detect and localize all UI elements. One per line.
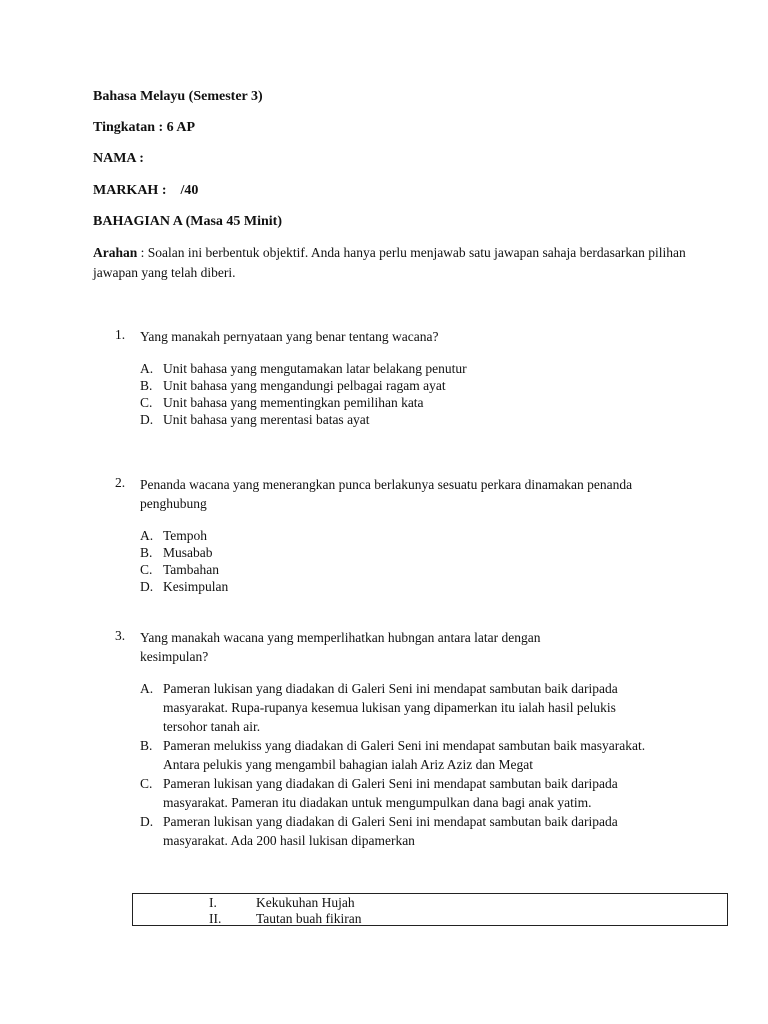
option-letter: B. bbox=[140, 545, 153, 560]
option-letter: A. bbox=[140, 681, 154, 696]
option-text: Pameran lukisan yang diadakan di Galeri Seni ini mendapat sambutan baik daripada masyarakat. Ada 200 hasil lukisan dipamerkan bbox=[163, 814, 618, 848]
option-d[interactable] bbox=[140, 812, 660, 850]
statement-row bbox=[209, 894, 355, 911]
instruction-text: : Soalan ini berbentuk objektif. Anda hanya perlu menjawab satu jawapan sahaja berdasarkan pilihan jawapan yang telah diberi. bbox=[93, 245, 686, 280]
option-text: Unit bahasa yang mengandungi pelbagai ragam ayat bbox=[163, 378, 446, 393]
option-text: Kesimpulan bbox=[163, 579, 229, 594]
question-2 bbox=[115, 475, 675, 595]
question-3 bbox=[115, 628, 675, 850]
option-letter: A. bbox=[140, 361, 154, 376]
subject-title: Bahasa Melayu (Semester 3) bbox=[93, 89, 263, 104]
options-list bbox=[140, 679, 660, 850]
instruction bbox=[93, 243, 693, 283]
row-numeral: II. bbox=[209, 911, 222, 926]
option-text: Tempoh bbox=[163, 528, 208, 543]
option-text: Musabab bbox=[163, 545, 213, 560]
option-text: Pameran lukisan yang diadakan di Galeri Seni ini mendapat sambutan baik daripada masyarakat. Pameran itu diadakan untuk mengumpulkan dana bagi anak yatim. bbox=[163, 776, 618, 810]
option-text: Unit bahasa yang merentasi batas ayat bbox=[163, 412, 370, 427]
option-text: Tambahan bbox=[163, 562, 220, 577]
options-list bbox=[140, 527, 675, 595]
option-text: Pameran lukisan yang diadakan di Galeri Seni ini mendapat sambutan baik daripada masyarakat. Rupa-rupanya kesemua lukisan yang dipamerkan itu ialah hasil pelukis tersohor tanah air. bbox=[163, 681, 618, 734]
instruction-label: Arahan bbox=[93, 245, 138, 260]
option-a[interactable] bbox=[140, 527, 675, 544]
option-d[interactable] bbox=[140, 411, 675, 428]
option-letter: A. bbox=[140, 528, 154, 543]
question-1 bbox=[115, 327, 675, 428]
option-a[interactable] bbox=[140, 360, 675, 377]
statement-box bbox=[132, 893, 728, 926]
option-text: Unit bahasa yang mengutamakan latar belakang penutur bbox=[163, 361, 467, 376]
option-text: Pameran melukiss yang diadakan di Galeri Seni ini mendapat sambutan baik masyarakat. Antara pelukis yang mengambil bahagian ialah Ariz Aziz dan Megat bbox=[163, 738, 646, 772]
question-number: 1. bbox=[115, 327, 126, 342]
option-a[interactable] bbox=[140, 679, 660, 736]
nama-label: NAMA : bbox=[93, 151, 144, 166]
option-text: Unit bahasa yang mementingkan pemilihan kata bbox=[163, 395, 424, 410]
statement-row bbox=[209, 910, 362, 927]
row-text: Tautan buah fikiran bbox=[256, 911, 362, 926]
option-b[interactable] bbox=[140, 544, 675, 561]
question-number: 3. bbox=[115, 628, 126, 643]
option-c[interactable] bbox=[140, 394, 675, 411]
question-text: Penanda wacana yang menerangkan punca berlakunya sesuatu perkara dinamakan penanda penghubung bbox=[140, 477, 633, 511]
option-b[interactable] bbox=[140, 736, 660, 774]
markah-line bbox=[93, 183, 198, 199]
markah-label: MARKAH : bbox=[93, 183, 167, 198]
markah-value: /40 bbox=[180, 183, 199, 198]
option-letter: D. bbox=[140, 412, 154, 427]
option-b[interactable] bbox=[140, 377, 675, 394]
question-text: Yang manakah pernyataan yang benar tentang wacana? bbox=[140, 329, 439, 344]
section-title: BAHAGIAN A (Masa 45 Minit) bbox=[93, 214, 282, 229]
option-d[interactable] bbox=[140, 578, 675, 595]
row-text: Kekukuhan Hujah bbox=[256, 895, 355, 910]
option-letter: B. bbox=[140, 738, 153, 753]
option-c[interactable] bbox=[140, 774, 660, 812]
options-list bbox=[140, 360, 675, 428]
row-numeral: I. bbox=[209, 895, 217, 910]
option-letter: D. bbox=[140, 814, 154, 829]
question-number: 2. bbox=[115, 475, 126, 490]
option-letter: C. bbox=[140, 395, 153, 410]
option-letter: B. bbox=[140, 378, 153, 393]
tingkatan-label: Tingkatan : 6 AP bbox=[93, 120, 196, 135]
question-text: Yang manakah wacana yang memperlihatkan hubngan antara latar dengan kesimpulan? bbox=[140, 630, 541, 664]
option-letter: C. bbox=[140, 776, 153, 791]
option-c[interactable] bbox=[140, 561, 675, 578]
option-letter: D. bbox=[140, 579, 154, 594]
option-letter: C. bbox=[140, 562, 153, 577]
